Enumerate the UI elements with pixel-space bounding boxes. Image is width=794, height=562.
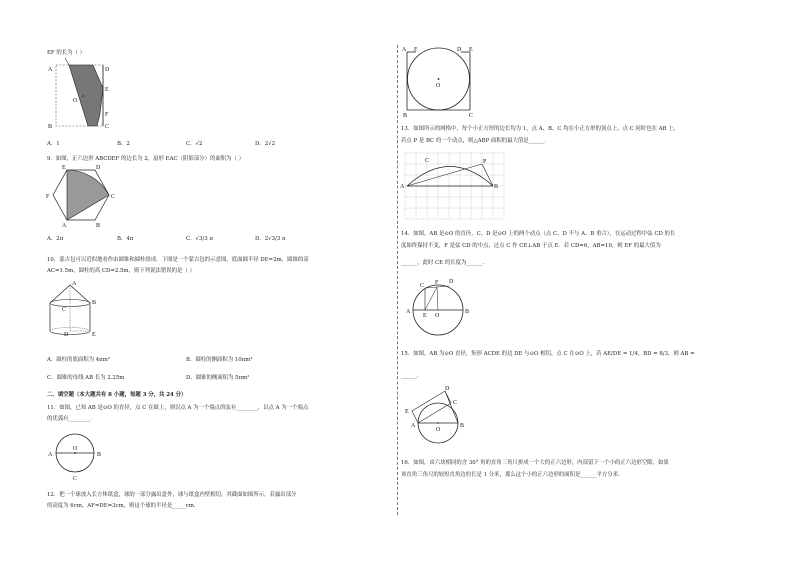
q11-label-O: O [73, 446, 78, 452]
q16-stem-line2: 该直角三角尺的较短直角边的长是 1 分米，那么这个小的正六边形的面积是______平方分米． [401, 472, 624, 478]
q12-label-E: E [469, 47, 473, 53]
q14-label-C: C [420, 283, 425, 289]
q14-stem-line3: ______，此时 CE 的长度为______． [401, 260, 488, 266]
q9-stem: 9．如图，正六边形 ABCDEF 的边长为 2，扇形 EAC（阴影部分）的面积为（ ） [47, 156, 245, 162]
q9-label-B: B [96, 223, 101, 229]
q13-label-P: P [483, 159, 487, 165]
q8-label-A: A [48, 67, 53, 73]
q12-label-O: O [436, 83, 441, 89]
q10-option-b[interactable]: B．圆柱的侧面积为 10πm² [186, 357, 253, 363]
q14-stem-line2: 度始终保持不变，F 是弦 CD 的中点，过点 C 作 CE⊥AB 于点 E．若 CD=6，AB=10，则 EF 的最大值为 [401, 243, 661, 249]
q15-figure [405, 385, 480, 445]
q9-label-F: F [46, 194, 50, 200]
q12-label-C: C [469, 113, 474, 119]
q11-stem-line2: 的优弧有________． [47, 416, 96, 422]
q15-label-C: C [453, 400, 458, 406]
q14-label-D: D [449, 279, 454, 285]
q13-stem-line2: 若点 P 是 BC 的一个动点，则△ABP 面积的最大值是______． [401, 138, 551, 144]
q10-option-d[interactable]: D．圆锥的侧面积为 5πm² [186, 375, 250, 381]
q12-label-D: D [457, 47, 462, 53]
q10-stem-line2: AC=1.5m，圆柱的高 CD=2.5m，则下列说法错误的是（ ） [47, 268, 195, 274]
q14-label-B: B [465, 309, 470, 315]
q8-figure [45, 62, 115, 130]
q14-label-F: F [435, 280, 439, 286]
q10-label-A: A [72, 281, 77, 287]
q8-label-C: C [105, 124, 110, 130]
q14-figure [405, 276, 480, 348]
q9-label-A: A [62, 223, 67, 229]
q8-label-E: E [105, 87, 109, 93]
q14-label-A: A [406, 309, 411, 315]
q9-label-E: E [62, 165, 66, 171]
q10-figure [47, 281, 117, 346]
q13-figure [400, 153, 515, 223]
q11-label-A: A [48, 452, 53, 458]
q9-option-a[interactable]: A．2π [47, 236, 64, 242]
q15-stem-line1: 15．如图，AB 为⊙O 直径，矩形 ACDE 的边 DE 与⊙O 相切，点 C 在⊙O 上，若 AE/DE = 1/4，BD = 8/3，则 AB = [401, 351, 695, 357]
q15-label-E: E [405, 409, 409, 415]
q8-option-b[interactable]: B．2 [117, 141, 130, 147]
q8-option-c[interactable]: C．√2 [186, 141, 203, 147]
q8-option-a[interactable]: A．1 [47, 141, 60, 147]
q10-label-E: E [92, 332, 96, 338]
q13-stem-line1: 13．如图所示的网格中，每个小正方形的边长均为 1，点 A、B、C 均在小正方形的顶点上，点 C 同时也在 AB 上， [401, 126, 680, 132]
q8-label-D: D [105, 67, 110, 73]
q14-stem-line1: 14．如图，AB 是⊙O 的直径，C、D 是⊙O 上的两个动点（点 C、D 不与 A、B 重合），在运动过程中弦 CD 的长 [401, 231, 676, 237]
q15-label-D: D [445, 386, 450, 392]
q8-fragment: EF 的长为（ ） [47, 50, 86, 56]
q11-figure [47, 432, 117, 482]
column-divider [397, 45, 398, 515]
q15-label-A: A [411, 423, 416, 429]
q9-label-D: D [96, 165, 101, 171]
q14-label-E: E [423, 313, 427, 319]
q10-label-C: C [62, 307, 67, 313]
q8-label-O: O [73, 98, 78, 104]
q9-option-c[interactable]: C．√3/3 π [186, 236, 213, 242]
q12-label-A: A [402, 47, 407, 53]
q12-stem-line1: 12．把一个球放入长方体纸盒，球的一部分露出盒外，球与纸盒内壁相切，其截面如图所示，若露出部分 [47, 492, 297, 498]
q13-label-C: C [425, 158, 430, 164]
q10-label-D: D [64, 332, 69, 338]
q8-label-F: F [105, 112, 109, 118]
q10-option-a[interactable]: A．圆柱的底面积为 4πm² [47, 357, 110, 363]
q9-option-d[interactable]: D．2√3/3 π [255, 236, 286, 242]
q10-stem-line1: 10．蒙古包可以近似地看作由圆锥和圆柱组成．下图是一个蒙古包的示意图，底面圆半径 DE=2m，圆锥的高 [47, 257, 309, 263]
q8-option-d[interactable]: D．2√2 [255, 141, 276, 147]
q9-option-b[interactable]: B．4π [117, 236, 134, 242]
q11-stem-line1: 11．如图，已知 AB 是⊙O 的直径，点 C 在圆上，则以点 A 为一个端点的弦有________，以点 A 为一个端点 [47, 405, 309, 411]
q14-label-O: O [435, 313, 440, 319]
q11-label-C: C [73, 476, 78, 482]
q10-option-c[interactable]: C．圆锥的母线 AB 长为 2.25m [47, 375, 125, 381]
section-header-fill-in: 二、填空题（本大题共有 8 小题，每题 3 分，共 24 分） [47, 392, 187, 398]
q9-figure [46, 165, 120, 229]
q13-label-A: A [400, 184, 405, 190]
q12-label-B: B [403, 113, 408, 119]
q15-label-O: O [436, 427, 441, 433]
q15-label-B: B [460, 423, 465, 429]
q16-stem-line1: 16．如图，由六块相同的含 30° 角的直角三角尺拼成一个大的正六边形，内部留下一个小的正六边形空隙，如果 [401, 460, 669, 466]
q12-label-F: F [414, 47, 418, 53]
q12-stem-line2: 的高度为 6cm，AF=DE=3cm，则这个球的半径是_____cm． [47, 503, 200, 509]
q15-stem-line2: ______． [401, 373, 423, 379]
q13-label-B: B [494, 184, 499, 190]
q9-label-C: C [111, 194, 116, 200]
q12-figure [400, 46, 480, 118]
q8-label-B: B [48, 124, 53, 130]
q10-label-B: B [92, 300, 97, 306]
q11-label-B: B [97, 452, 102, 458]
